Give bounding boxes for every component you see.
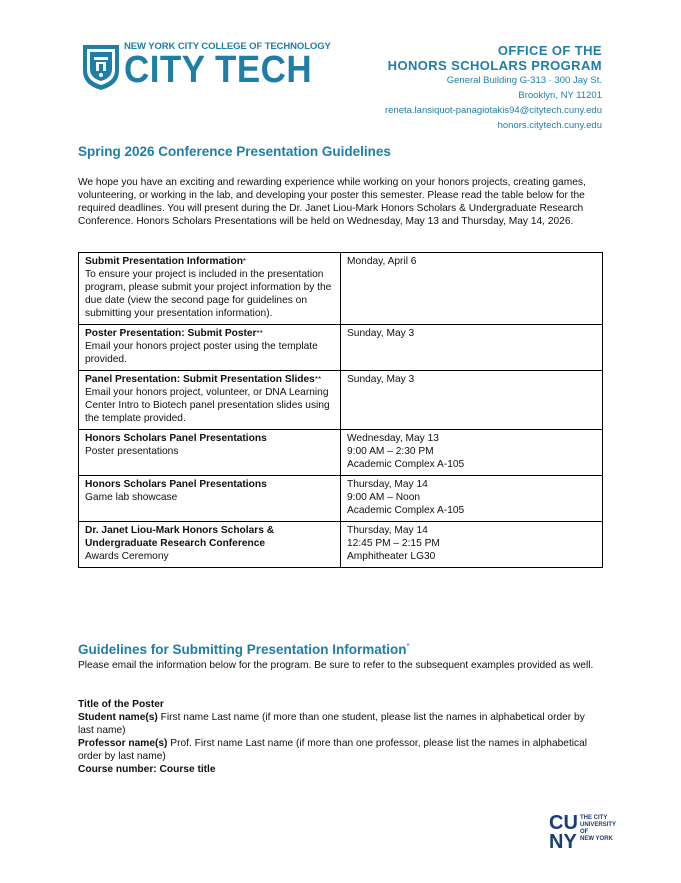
footnote-mark: ** [314, 375, 322, 384]
office-email-link[interactable]: reneta.lansiquot-panagiotakis94@citytech.cuny.edu [384, 105, 602, 116]
office-address-1: General Building G-313 · 300 Jay St. [446, 75, 602, 86]
guidelines-intro: Please email the information below for the program. Be sure to refer to the subsequent examples provided as well. [78, 660, 594, 671]
table-row [79, 325, 603, 371]
deadline-date-line: Wednesday, May 13 [347, 433, 439, 444]
office-website-link[interactable]: honors.citytech.cuny.edu [497, 120, 602, 131]
deadline-date-line: Thursday, May 14 [347, 525, 428, 536]
deadline-item-title: Panel Presentation: Submit Presentation Slides [85, 374, 315, 385]
deadline-date-cell [341, 325, 603, 371]
deadline-date-cell [341, 253, 603, 325]
deadline-date-line: Academic Complex A-105 [347, 459, 465, 470]
office-title-1: OFFICE OF THE [497, 43, 602, 58]
guidelines-heading-mark: * [406, 642, 410, 651]
college-name: NEW YORK CITY COLLEGE OF TECHNOLOGY [124, 41, 331, 52]
deadline-item-cell [79, 476, 341, 522]
deadline-date-line: 9:00 AM – 2:30 PM [347, 446, 434, 457]
footnote-mark: ** [256, 329, 263, 338]
deadline-item-cell [79, 253, 341, 325]
deadline-item-description: Email your honors project poster using the template provided. [85, 341, 318, 365]
student-names-text: First name Last name (if more than one student, please list the names in alphabetical order by last name) [78, 712, 585, 736]
deadline-date-cell [341, 430, 603, 476]
cuny-logo-cu: CU [549, 812, 578, 834]
deadline-date-cell [341, 371, 603, 430]
page-title: Spring 2026 Conference Presentation Guidelines [78, 144, 391, 159]
professor-names-text: Prof. First name Last name (if more than one professor, please list the names in alphabetical order by last name) [78, 738, 588, 762]
cuny-text-1: THE CITY [580, 815, 608, 821]
deadline-item-title: Honors Scholars Panel Presentations [85, 433, 267, 444]
deadline-item-title: Honors Scholars Panel Presentations [85, 479, 267, 490]
student-names-field [78, 711, 603, 737]
intro-paragraph: We hope you have an exciting and rewarding experience while working on your honors projects, creating games, volunteering, or working in the lab, and developing your poster this semester. Please read the table below for the required deadlines. You will present during the Dr. Janet Liou-Mark Honors Scholars & Undergraduate Research Conference. Honors Scholars Presentations will be held on Wednesday, May 13 and Thursday, May 14, 2026. [78, 177, 586, 227]
table-row [79, 371, 603, 430]
cuny-text-3: OF [580, 829, 589, 835]
guidelines-fields [78, 698, 603, 776]
deadline-date-line: Academic Complex A-105 [347, 505, 465, 516]
deadline-item-title: Poster Presentation: Submit Poster [85, 328, 257, 339]
deadline-item-title: Dr. Janet Liou-Mark Honors Scholars & Undergraduate Research Conference [85, 525, 275, 549]
deadline-item-description: Poster presentations [85, 446, 179, 457]
cuny-logo-icon [549, 811, 619, 851]
table-row [79, 522, 603, 568]
city-tech-seal-icon [80, 41, 124, 91]
course-field: Course number: Course title [78, 764, 216, 775]
deadline-item-cell [79, 522, 341, 568]
logo-wordmark: CITY TECH [124, 49, 313, 91]
deadline-date-line: 12:45 PM – 2:15 PM [347, 538, 440, 549]
deadline-item-title: Submit Presentation Information [85, 256, 243, 267]
deadline-item-cell [79, 371, 341, 430]
deadline-date-cell [341, 522, 603, 568]
city-tech-logo [80, 41, 331, 93]
deadline-date-line: Thursday, May 14 [347, 479, 428, 490]
professor-names-field [78, 737, 603, 763]
office-address-2: Brooklyn, NY 11201 [518, 90, 602, 101]
office-info [385, 43, 602, 133]
deadline-item-description: Email your honors project, volunteer, or DNA Learning Center Intro to Biotech panel presentation slides using the template provided. [85, 387, 330, 424]
guidelines-heading-text: Guidelines for Submitting Presentation Information [78, 642, 407, 657]
footnote-mark: * [242, 257, 247, 266]
deadline-date-line: Sunday, May 3 [347, 328, 415, 339]
cuny-text-4: NEW YORK [580, 836, 613, 842]
deadline-item-cell [79, 430, 341, 476]
poster-title-field: Title of the Poster [78, 699, 164, 710]
guidelines-heading [78, 642, 410, 657]
deadline-date-line: Amphitheater LG30 [347, 551, 436, 562]
deadline-date-line: 9:00 AM – Noon [347, 492, 421, 503]
student-names-label: Student name(s) [78, 712, 158, 723]
deadline-date-cell [341, 476, 603, 522]
deadline-date-line: Sunday, May 3 [347, 374, 415, 385]
professor-names-label: Professor name(s) [78, 738, 168, 749]
deadline-item-description: To ensure your project is included in the presentation program, please submit your project information by the due date (view the second page for guidelines on submitting your presentation information). [85, 269, 332, 319]
table-row [79, 430, 603, 476]
deadlines-table [78, 252, 603, 568]
office-title-2: HONORS SCHOLARS PROGRAM [387, 58, 602, 73]
cuny-logo-ny: NY [549, 831, 577, 851]
deadline-item-description: Game lab showcase [85, 492, 178, 503]
deadline-item-description: Awards Ceremony [85, 551, 169, 562]
deadline-date-line: Monday, April 6 [347, 256, 417, 267]
cuny-text-2: UNIVERSITY [580, 822, 617, 828]
table-row [79, 476, 603, 522]
table-row [79, 253, 603, 325]
deadline-item-cell [79, 325, 341, 371]
